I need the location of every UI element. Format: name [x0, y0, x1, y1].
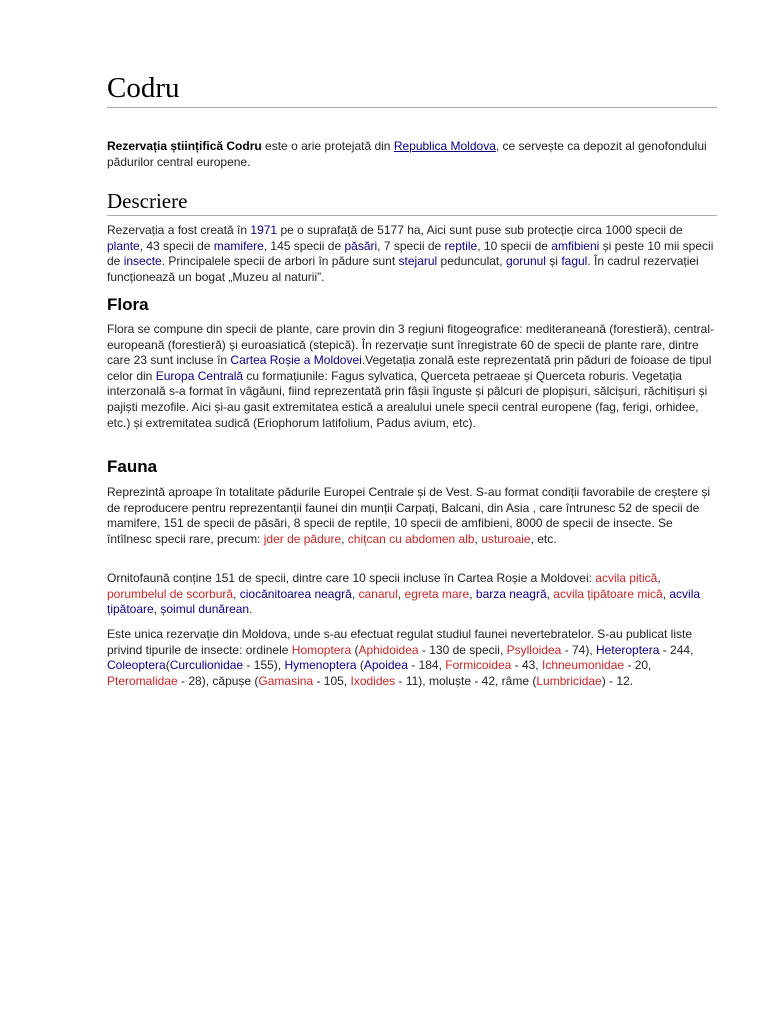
text-run: - 11), moluște - 42, râme ( — [395, 673, 537, 688]
wiki-link[interactable]: șoimul dunărean — [160, 602, 250, 617]
text-run: - 184, — [407, 658, 446, 673]
text-run: - 105, — [313, 673, 351, 688]
text-run: , — [662, 586, 670, 601]
text-run: Reprezintă aproape în totalitate pădurile Europei Centrale și de Vest. S-au format condiții favorabile de creștere și de reproducere pentru reprezentanții faunei din munții Carpați, Balcani, din Asia , care întrunesc 52 de specii de mamifere, 151 de specii de păsări, 8 specii de reptile, 10 specii de amfibieni, 8000 de specii de insecte. Se întîlnesc specii rare, precum: — [107, 485, 710, 546]
fauna-paragraph-3 — [107, 627, 717, 689]
text-run: , — [341, 531, 348, 546]
red-link[interactable]: acvila țipătoare mică — [553, 586, 663, 601]
text-run: - 43, — [511, 658, 542, 673]
text-run: , — [657, 571, 661, 585]
wiki-link[interactable]: amfibieni — [551, 238, 600, 253]
red-link[interactable]: usturoaie — [481, 531, 531, 546]
red-link[interactable]: jder de pădure — [263, 531, 342, 546]
wiki-link[interactable]: Coleoptera — [107, 658, 166, 673]
flora-paragraph — [107, 322, 717, 431]
wiki-link[interactable]: mamifere — [213, 238, 264, 253]
text-run: . — [249, 602, 253, 617]
text-run: , — [397, 586, 405, 601]
text-run: și peste 10 mii specii de — [107, 238, 714, 269]
red-link[interactable]: Gamasina — [258, 673, 314, 688]
wiki-link[interactable]: Hymenoptera — [284, 658, 357, 673]
wiki-link[interactable]: insecte — [123, 254, 162, 269]
text-run: cu formațiunile: Fagus sylvatica, Querceta petraeae și Querceta roburis. Vegetația interzonală s-a format în vâgăuni, fiind reprezentată prin fâșii înguste și pâlcuri de plopișuri, sălcișuri, răchitișuri și pajiști mezofile. Aici și-au gasit extremitatea estică a arealului unele specii central europene (fag, ferigi, orhidee, etc.) și extremitatea sudică (Eriophorum latifolium, Padus avium, etc). — [107, 368, 708, 430]
text-run: , 43 specii de — [139, 238, 214, 253]
wiki-link[interactable]: fagul — [561, 254, 588, 269]
text-run: pedunculat, — [437, 254, 506, 269]
text-run: - 155), — [243, 658, 285, 673]
text-run: , 10 specii de — [477, 238, 552, 253]
page-title: Codru — [107, 72, 180, 104]
text-run: .Vegetația zonală este reprezentată prin păduri de foioase de tipul celor din — [107, 353, 712, 383]
text-run: ( — [351, 642, 359, 657]
fauna-paragraph-1 — [107, 485, 717, 547]
red-link[interactable]: egreta mare — [404, 586, 470, 601]
wiki-link[interactable]: Europa Centrală — [155, 368, 244, 383]
text-run: ( — [165, 658, 170, 673]
red-link[interactable]: Psylloidea — [506, 642, 562, 657]
red-link[interactable]: Homoptera — [291, 642, 352, 657]
red-link[interactable]: Ixodides — [350, 673, 396, 688]
text-run: , — [233, 586, 240, 601]
wiki-link[interactable]: Heteroptera — [596, 642, 660, 657]
red-link[interactable]: Ichneumonidae — [541, 658, 625, 673]
text-run: ) - 12. — [601, 673, 634, 688]
text-run: , — [546, 586, 554, 601]
wiki-link[interactable]: ciocănitoarea neagră — [239, 586, 352, 601]
text-run: , — [153, 602, 161, 617]
wiki-link[interactable]: plante — [107, 238, 140, 253]
red-link[interactable]: canarul — [358, 586, 398, 601]
bold-term: Rezervația științifică Codru — [107, 139, 262, 153]
text-run: și — [545, 254, 562, 269]
text-run: . Principalele specii de arbori în pădure sunt — [161, 254, 399, 269]
wiki-link[interactable]: Republica Moldova — [393, 139, 496, 153]
red-link[interactable]: Lumbricidae — [536, 673, 602, 688]
section-heading-fauna: Fauna — [107, 457, 158, 476]
wiki-link[interactable]: barza neagră — [475, 586, 547, 601]
wiki-link[interactable]: stejarul — [398, 254, 438, 269]
text-run: Rezervația a fost creată în — [107, 223, 251, 237]
wiki-link[interactable]: Apoidea — [363, 658, 408, 673]
title-rule — [107, 107, 717, 108]
section-rule — [107, 215, 717, 216]
wiki-link[interactable]: Cartea Roșie a Moldovei — [230, 353, 362, 368]
text-run: ( — [356, 658, 364, 673]
text-run: , — [351, 586, 359, 601]
text-run: - 28), căpușe ( — [177, 673, 259, 688]
red-link[interactable]: chițcan cu abdomen alb — [347, 531, 475, 546]
red-link[interactable]: porumbelul de scorbură — [107, 586, 234, 601]
text-run: - 244, — [659, 642, 694, 657]
section-heading-descriere: Descriere — [107, 189, 188, 213]
text-run: Ornitofaună conține 151 de specii, dintre care 10 specii incluse în Cartea Roșie a Moldovei: — [107, 571, 596, 585]
text-run: , 145 specii de — [263, 238, 345, 253]
text-run: Flora se compune din specii de plante, care provin din 3 regiuni fitogeografice: mediteraneană (forestieră), central-europeană (forestieră) și euroasiatică (stepică). În rezervație sunt înregistrate 60 de specii de plante rare, dintre care 23 sunt incluse în — [107, 322, 714, 368]
wiki-link[interactable]: Curculionidae — [169, 658, 244, 673]
text-run: , etc. — [530, 531, 557, 546]
red-link[interactable]: acvila pitică — [595, 571, 658, 585]
red-link[interactable]: Pteromalidae — [107, 673, 178, 688]
fauna-paragraph-2 — [107, 571, 717, 618]
intro-paragraph — [107, 139, 717, 170]
text-run: - 74), — [561, 642, 597, 657]
wiki-link[interactable]: 1971 — [250, 223, 278, 237]
text-run: - 130 de specii, — [418, 642, 507, 657]
red-link[interactable]: Aphidoidea — [358, 642, 419, 657]
section-heading-flora: Flora — [107, 295, 149, 314]
text-run: - 20, — [624, 658, 652, 673]
text-run: , 7 specii de — [377, 238, 445, 253]
red-link[interactable]: Formicoidea — [445, 658, 512, 673]
text-run: , ce servește ca depozit al genofondului pădurilor central europene. — [107, 139, 707, 169]
wiki-link[interactable]: reptile — [444, 238, 478, 253]
text-run: este o arie protejată din — [261, 139, 394, 153]
descriere-paragraph — [107, 223, 717, 285]
text-run: Este unica rezervație din Moldova, unde s-au efectuat regulat studiul faunei nevertebratelor. S-au publicat liste privind tipurile de insecte: ordinele — [107, 627, 693, 657]
text-run: , — [469, 586, 476, 601]
text-run: , — [474, 531, 482, 546]
text-run: pe o suprafață de 5177 ha, Aici sunt puse sub protecție circa 1000 specii de — [277, 223, 683, 237]
wiki-link[interactable]: acvila țipătoare — [107, 586, 701, 617]
text-run: . În cadrul rezervației funcționează un bogat „Muzeu al naturii”. — [107, 254, 699, 284]
wiki-link[interactable]: păsări — [344, 238, 378, 253]
wiki-link[interactable]: gorunul — [505, 254, 546, 269]
